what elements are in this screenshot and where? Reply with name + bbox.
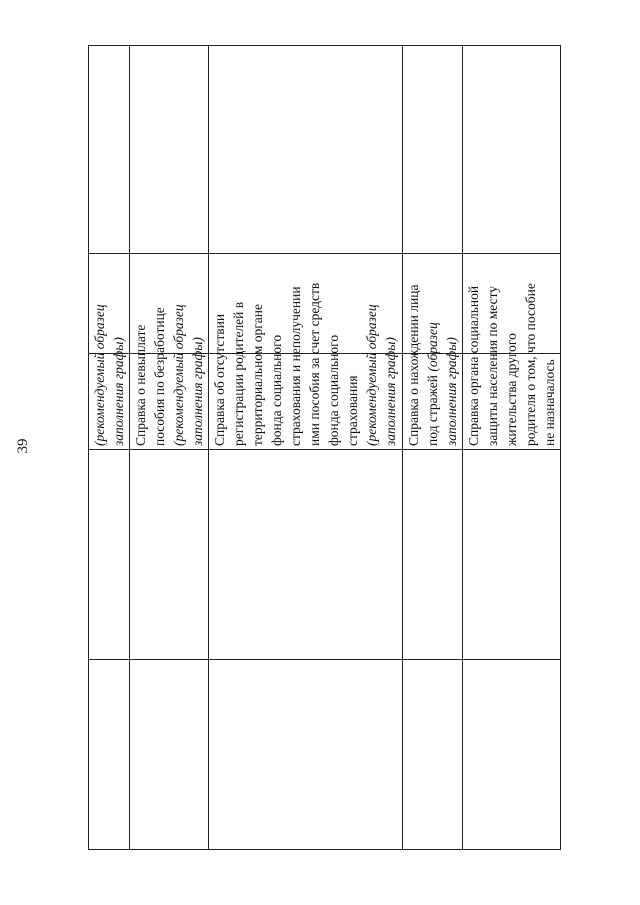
cell-line: фонда социального [269, 334, 284, 446]
cell-line: Справка о невыплате [133, 324, 148, 446]
cell-line: фонда социального [326, 334, 341, 446]
cell-line: заполнения графы) [383, 337, 398, 446]
table-row [89, 46, 130, 850]
cell-line: заполнения графы) [111, 337, 126, 446]
cell-line: пособия по безработице [152, 307, 167, 446]
table-cell [403, 660, 463, 850]
cell-line: Справка органа социальной [466, 285, 481, 446]
cell-line: Справка об отсутствии [212, 313, 227, 446]
cell-line: территориальном органе [250, 304, 265, 446]
cell-line: (рекомендуемый образец [171, 304, 186, 446]
cell-line: заполнения графы) [444, 337, 459, 446]
cell-line-plain: под стражей [425, 371, 440, 446]
table-cell [209, 660, 403, 850]
table-cell [130, 450, 209, 660]
document-table [88, 45, 561, 850]
table-cell [403, 46, 463, 254]
table-row [463, 46, 561, 850]
cell-line: не назначалось [542, 359, 557, 446]
page-number: 39 [14, 438, 31, 454]
table-cell [463, 450, 561, 660]
table-cell [89, 660, 130, 850]
table-cell [403, 450, 463, 660]
cell-line-italic: (образец [425, 322, 440, 372]
cell-line: жительства другого [504, 333, 519, 446]
table-cell [209, 46, 403, 254]
table-cell [89, 46, 130, 254]
table-row [130, 46, 209, 850]
cell-line: ими пособия за счет средств [307, 282, 322, 446]
cell-line: защиты населения по месту [485, 285, 500, 446]
cell-line: Справка о нахождении лица [406, 284, 421, 446]
table-row [209, 46, 403, 850]
cell-line: (рекомендуемый образец [364, 304, 379, 446]
cell-line: родителя о том, что пособие [523, 283, 538, 446]
table-cell [89, 450, 130, 660]
table-cell [130, 304, 209, 450]
cell-line: (рекомендуемый образец [92, 304, 107, 446]
table-row [403, 46, 463, 850]
rotated-table-frame [88, 46, 557, 850]
table-cell [209, 450, 403, 660]
table-cell [130, 660, 209, 850]
table-cell [463, 46, 561, 254]
table-cell [463, 283, 561, 450]
cell-line: страхования и неполучении [288, 286, 303, 446]
table-cell [463, 660, 561, 850]
cell-line: страхования [345, 375, 360, 446]
table-cell [403, 284, 463, 450]
cell-line: заполнения графы) [190, 337, 205, 446]
table-cell [130, 46, 209, 254]
cell-line: регистрации родителей в [231, 301, 246, 446]
table-cell [89, 304, 130, 450]
cell-line [423, 322, 442, 446]
table-cell [209, 282, 403, 450]
